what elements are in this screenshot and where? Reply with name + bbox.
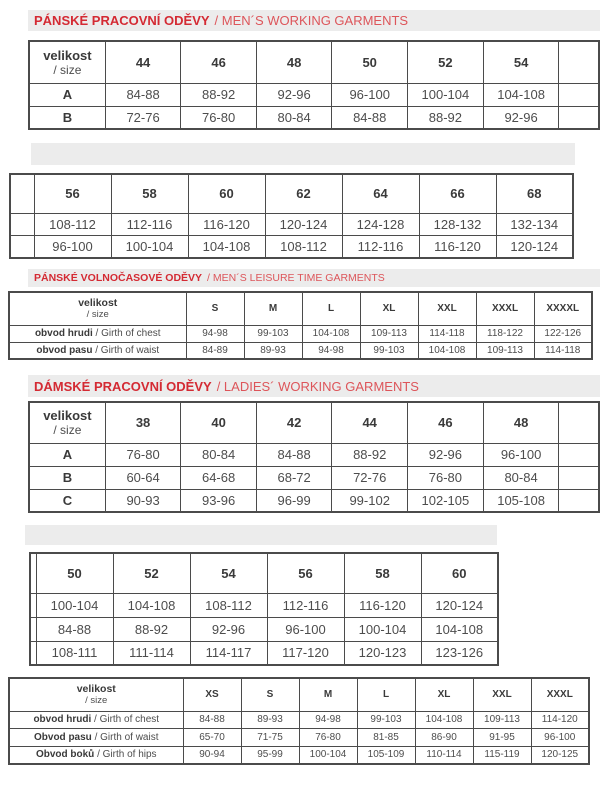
size-label-line1: velikost [76, 683, 116, 696]
value-cell: 76-80 [105, 443, 181, 466]
value-cell: 118-122 [476, 325, 534, 342]
row-label-czech: obvod hrudi [34, 328, 93, 339]
size-label-cell [29, 402, 105, 443]
size-header-cell: L [302, 292, 360, 325]
value-cell: 108-112 [265, 236, 342, 259]
value-cell: 116-120 [419, 236, 496, 259]
cropped-column-cell [559, 443, 599, 466]
value-cell: 120-124 [265, 213, 342, 236]
size-label-line1: velikost [43, 47, 92, 63]
size-header-cell: 58 [111, 174, 188, 213]
value-cell: 89-93 [244, 342, 302, 359]
value-cell: 93-96 [181, 489, 257, 512]
size-header-cell: 48 [256, 41, 332, 83]
value-cell: 84-88 [105, 83, 181, 106]
value-cell: 105-109 [357, 746, 415, 764]
value-cell: 132-134 [496, 213, 573, 236]
value-cell: 68-72 [256, 466, 332, 489]
value-cell: 112-116 [267, 593, 344, 617]
size-header-cell: 44 [105, 41, 181, 83]
size-header-cell: 68 [496, 174, 573, 213]
value-cell: 80-84 [483, 466, 559, 489]
size-label-line2: / size [86, 309, 109, 321]
size-header-cell: 66 [419, 174, 496, 213]
value-cell: 92-96 [256, 83, 332, 106]
value-cell: 84-88 [256, 443, 332, 466]
row-label-cell [9, 729, 183, 747]
value-cell: 114-120 [531, 711, 589, 729]
row-label-czech: obvod pasu [36, 344, 93, 356]
size-header-cell: XXXL [531, 678, 589, 711]
row-label-czech: Obvod boků [35, 749, 95, 760]
size-header-cell: 38 [105, 402, 181, 443]
table-row [9, 729, 589, 747]
size-header-cell: XS [183, 678, 241, 711]
value-cell: 114-118 [534, 342, 592, 359]
value-cell: 104-108 [113, 593, 190, 617]
value-cell: 109-113 [476, 342, 534, 359]
size-label-line1: velikost [43, 408, 92, 424]
value-cell: 84-88 [36, 617, 113, 641]
table-row [9, 746, 589, 764]
value-cell: 86-90 [415, 729, 473, 747]
value-cell: 96-100 [483, 443, 559, 466]
table-header-row [9, 292, 592, 325]
row-label-cell [9, 711, 183, 729]
value-cell: 100-104 [111, 236, 188, 259]
mens-working-sizes-table-part1 [28, 40, 600, 130]
size-header-cell: M [299, 678, 357, 711]
row-label-cell [9, 342, 186, 359]
value-cell: 102-105 [408, 489, 484, 512]
value-cell: 92-96 [190, 617, 267, 641]
row-label-cell: A [29, 443, 105, 466]
value-cell: 128-132 [419, 213, 496, 236]
section-title-ladies-working [28, 375, 600, 397]
table-row [9, 711, 589, 729]
size-header-cell: 56 [34, 174, 111, 213]
size-header-cell: 46 [408, 402, 484, 443]
value-cell: 110-114 [415, 746, 473, 764]
value-cell: 90-94 [183, 746, 241, 764]
value-cell: 92-96 [408, 443, 484, 466]
value-cell: 108-112 [34, 213, 111, 236]
size-label-cell [9, 292, 186, 325]
section-title-czech: PÁNSKÉ VOLNOČASOVÉ ODĚVY [34, 272, 203, 284]
value-cell: 84-88 [332, 106, 408, 129]
value-cell: 112-116 [342, 236, 419, 259]
row-label-cell [9, 746, 183, 764]
value-cell: 108-111 [36, 641, 113, 665]
table-row [10, 213, 573, 236]
cropped-column-cell [559, 402, 599, 443]
value-cell: 112-116 [111, 213, 188, 236]
value-cell: 65-70 [183, 729, 241, 747]
mens-leisure-sizes-table [8, 291, 593, 360]
size-header-cell: 62 [265, 174, 342, 213]
table-header-row [29, 402, 599, 443]
separator-bar [25, 525, 497, 545]
value-cell: 124-128 [342, 213, 419, 236]
ladies-working-sizes-table-part1 [28, 401, 600, 513]
section-title-mens-leisure [28, 269, 600, 287]
value-cell: 99-103 [360, 342, 418, 359]
value-cell: 71-75 [241, 729, 299, 747]
value-cell: 99-103 [244, 325, 302, 342]
cropped-column-cell [559, 489, 599, 512]
value-cell: 120-124 [496, 236, 573, 259]
size-label-cell [29, 41, 105, 83]
size-header-cell: XL [360, 292, 418, 325]
value-cell: 88-92 [181, 83, 257, 106]
value-cell: 95-99 [241, 746, 299, 764]
value-cell: 80-84 [256, 106, 332, 129]
row-label-cell: B [29, 466, 105, 489]
row-label-english: / Girth of waist [91, 731, 159, 743]
value-cell: 84-88 [183, 711, 241, 729]
row-label-cell [9, 325, 186, 342]
value-cell: 100-104 [344, 617, 421, 641]
ladies-working-sizes-table-part2 [29, 552, 499, 666]
table-header-row [9, 678, 589, 711]
value-cell: 117-120 [267, 641, 344, 665]
size-header-cell: 64 [342, 174, 419, 213]
row-label-czech: Obvod pasu [34, 731, 92, 743]
value-cell: 104-108 [415, 711, 473, 729]
value-cell: 122-126 [534, 325, 592, 342]
table-row [30, 641, 498, 665]
size-header-cell: 52 [113, 553, 190, 593]
size-header-cell: L [357, 678, 415, 711]
size-header-cell: S [241, 678, 299, 711]
size-label-line2: / size [53, 62, 82, 77]
value-cell: 84-89 [186, 342, 244, 359]
size-header-cell: XXXL [476, 292, 534, 325]
value-cell: 60-64 [105, 466, 181, 489]
value-cell: 100-104 [408, 83, 484, 106]
table-header-row [10, 174, 573, 213]
size-header-cell: XXL [473, 678, 531, 711]
table-row [29, 83, 599, 106]
size-header-cell: 48 [483, 402, 559, 443]
row-label-cell: B [29, 106, 105, 129]
size-header-cell: XXXXL [534, 292, 592, 325]
size-header-cell: 56 [267, 553, 344, 593]
value-cell: 96-100 [34, 236, 111, 259]
cropped-column-cell [559, 41, 599, 83]
table-row [29, 106, 599, 129]
value-cell: 96-100 [267, 617, 344, 641]
row-label-english: / Girth of chest [91, 714, 160, 726]
value-cell: 76-80 [408, 466, 484, 489]
value-cell: 76-80 [299, 729, 357, 747]
separator-bar [31, 143, 575, 165]
value-cell: 100-104 [299, 746, 357, 764]
value-cell: 100-104 [36, 593, 113, 617]
size-header-cell: M [244, 292, 302, 325]
value-cell: 120-123 [344, 641, 421, 665]
size-header-cell: 40 [181, 402, 257, 443]
mens-working-sizes-table-part2 [9, 173, 574, 259]
value-cell: 81-85 [357, 729, 415, 747]
value-cell: 104-108 [188, 236, 265, 259]
value-cell: 114-118 [418, 325, 476, 342]
size-header-cell: 58 [344, 553, 421, 593]
size-label-line2: / size [53, 423, 82, 438]
edge-spacer-cell [10, 236, 34, 259]
value-cell: 96-100 [531, 729, 589, 747]
section-title-czech: DÁMSKÉ PRACOVNÍ ODĚVY [34, 378, 212, 394]
value-cell: 109-113 [360, 325, 418, 342]
value-cell: 116-120 [344, 593, 421, 617]
table-row [29, 489, 599, 512]
size-header-cell: 54 [190, 553, 267, 593]
row-label-cell: A [29, 83, 105, 106]
value-cell: 116-120 [188, 213, 265, 236]
value-cell: 76-80 [181, 106, 257, 129]
value-cell: 80-84 [181, 443, 257, 466]
value-cell: 96-99 [256, 489, 332, 512]
value-cell: 94-98 [186, 325, 244, 342]
row-label-english: / Girth of chest [92, 328, 161, 339]
table-header-row [30, 553, 498, 593]
value-cell: 88-92 [332, 443, 408, 466]
value-cell: 120-125 [531, 746, 589, 764]
section-title-english: / LADIES´ WORKING GARMENTS [216, 378, 419, 394]
ladies-leisure-sizes-table [8, 677, 590, 765]
value-cell: 94-98 [302, 342, 360, 359]
value-cell: 114-117 [190, 641, 267, 665]
size-header-cell: 50 [332, 41, 408, 83]
section-title-czech: PÁNSKÉ PRACOVNÍ ODĚVY [34, 13, 210, 28]
size-label-line1: velikost [78, 297, 118, 310]
size-header-cell: 52 [408, 41, 484, 83]
value-cell: 104-108 [418, 342, 476, 359]
cropped-column-cell [559, 466, 599, 489]
section-title-english: / MEN´S LEISURE TIME GARMENTS [207, 272, 385, 284]
cropped-column-cell [559, 106, 599, 129]
row-label-czech: obvod hrudi [33, 714, 92, 726]
size-header-cell: 54 [483, 41, 559, 83]
value-cell: 99-103 [357, 711, 415, 729]
table-header-row [29, 41, 599, 83]
value-cell: 120-124 [421, 593, 498, 617]
size-header-cell: 46 [181, 41, 257, 83]
table-row [30, 617, 498, 641]
value-cell: 89-93 [241, 711, 299, 729]
table-row [29, 443, 599, 466]
size-header-cell: 42 [256, 402, 332, 443]
value-cell: 88-92 [408, 106, 484, 129]
value-cell: 96-100 [332, 83, 408, 106]
size-label-cell [9, 678, 183, 711]
value-cell: 72-76 [105, 106, 181, 129]
size-label-line2: / size [85, 695, 108, 707]
section-title-mens-working [28, 10, 600, 31]
table-row [9, 342, 592, 359]
value-cell: 104-108 [302, 325, 360, 342]
value-cell: 90-93 [105, 489, 181, 512]
value-cell: 99-102 [332, 489, 408, 512]
value-cell: 123-126 [421, 641, 498, 665]
value-cell: 64-68 [181, 466, 257, 489]
value-cell: 104-108 [483, 83, 559, 106]
size-header-cell: XL [415, 678, 473, 711]
row-label-english: / Girth of hips [94, 749, 157, 760]
value-cell: 105-108 [483, 489, 559, 512]
edge-spacer-cell [10, 174, 34, 213]
table-row [30, 593, 498, 617]
size-header-cell: 50 [36, 553, 113, 593]
row-label-english: / Girth of waist [92, 344, 160, 356]
value-cell: 92-96 [483, 106, 559, 129]
size-header-cell: 60 [421, 553, 498, 593]
table-row [9, 325, 592, 342]
size-header-cell: XXL [418, 292, 476, 325]
value-cell: 94-98 [299, 711, 357, 729]
edge-spacer-cell [10, 213, 34, 236]
value-cell: 88-92 [113, 617, 190, 641]
size-header-cell: 60 [188, 174, 265, 213]
table-row [10, 236, 573, 259]
value-cell: 109-113 [473, 711, 531, 729]
size-header-cell: S [186, 292, 244, 325]
cropped-column-cell [559, 83, 599, 106]
value-cell: 111-114 [113, 641, 190, 665]
value-cell: 108-112 [190, 593, 267, 617]
value-cell: 91-95 [473, 729, 531, 747]
value-cell: 115-119 [473, 746, 531, 764]
table-row [29, 466, 599, 489]
section-title-english: / MEN´S WORKING GARMENTS [214, 13, 409, 28]
size-header-cell: 44 [332, 402, 408, 443]
value-cell: 104-108 [421, 617, 498, 641]
row-label-cell: C [29, 489, 105, 512]
value-cell: 72-76 [332, 466, 408, 489]
